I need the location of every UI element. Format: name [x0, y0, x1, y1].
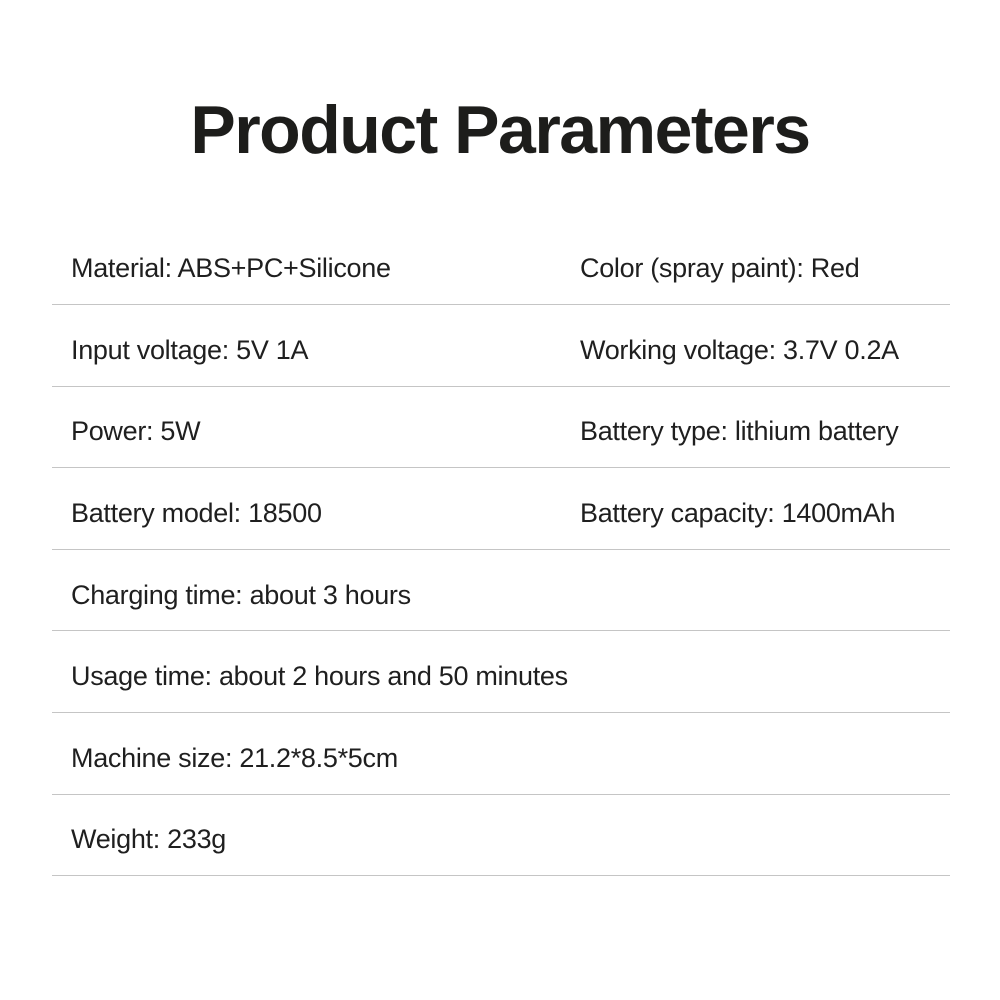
spec-row — [52, 224, 950, 306]
spec-row — [52, 387, 950, 469]
spec-cell-right: Battery capacity: 1400mAh — [580, 498, 896, 529]
spec-cell-left: Machine size: 21.2*8.5*5cm — [71, 742, 398, 773]
spec-cell-right: Color (spray paint): Red — [580, 253, 860, 284]
spec-cell-left: Input voltage: 5V 1A — [71, 334, 309, 365]
spec-cell-left: Usage time: about 2 hours and 50 minutes — [71, 661, 568, 692]
spec-cell-left: Power: 5W — [71, 416, 201, 447]
spec-row — [52, 305, 950, 387]
spec-cell-right: Battery type: lithium battery — [580, 416, 899, 447]
spec-row — [52, 713, 950, 795]
spec-cell-left: Weight: 233g — [71, 824, 227, 855]
page-title: Product Parameters — [190, 92, 810, 168]
spec-cell-left: Battery model: 18500 — [71, 498, 322, 529]
spec-row — [52, 795, 950, 877]
spec-row — [52, 631, 950, 713]
spec-cell-right: Working voltage: 3.7V 0.2A — [580, 334, 899, 365]
spec-table — [52, 224, 950, 877]
spec-cell-left: Charging time: about 3 hours — [71, 579, 411, 610]
spec-row — [52, 550, 950, 632]
spec-row — [52, 468, 950, 550]
spec-cell-left: Material: ABS+PC+Silicone — [71, 253, 391, 284]
